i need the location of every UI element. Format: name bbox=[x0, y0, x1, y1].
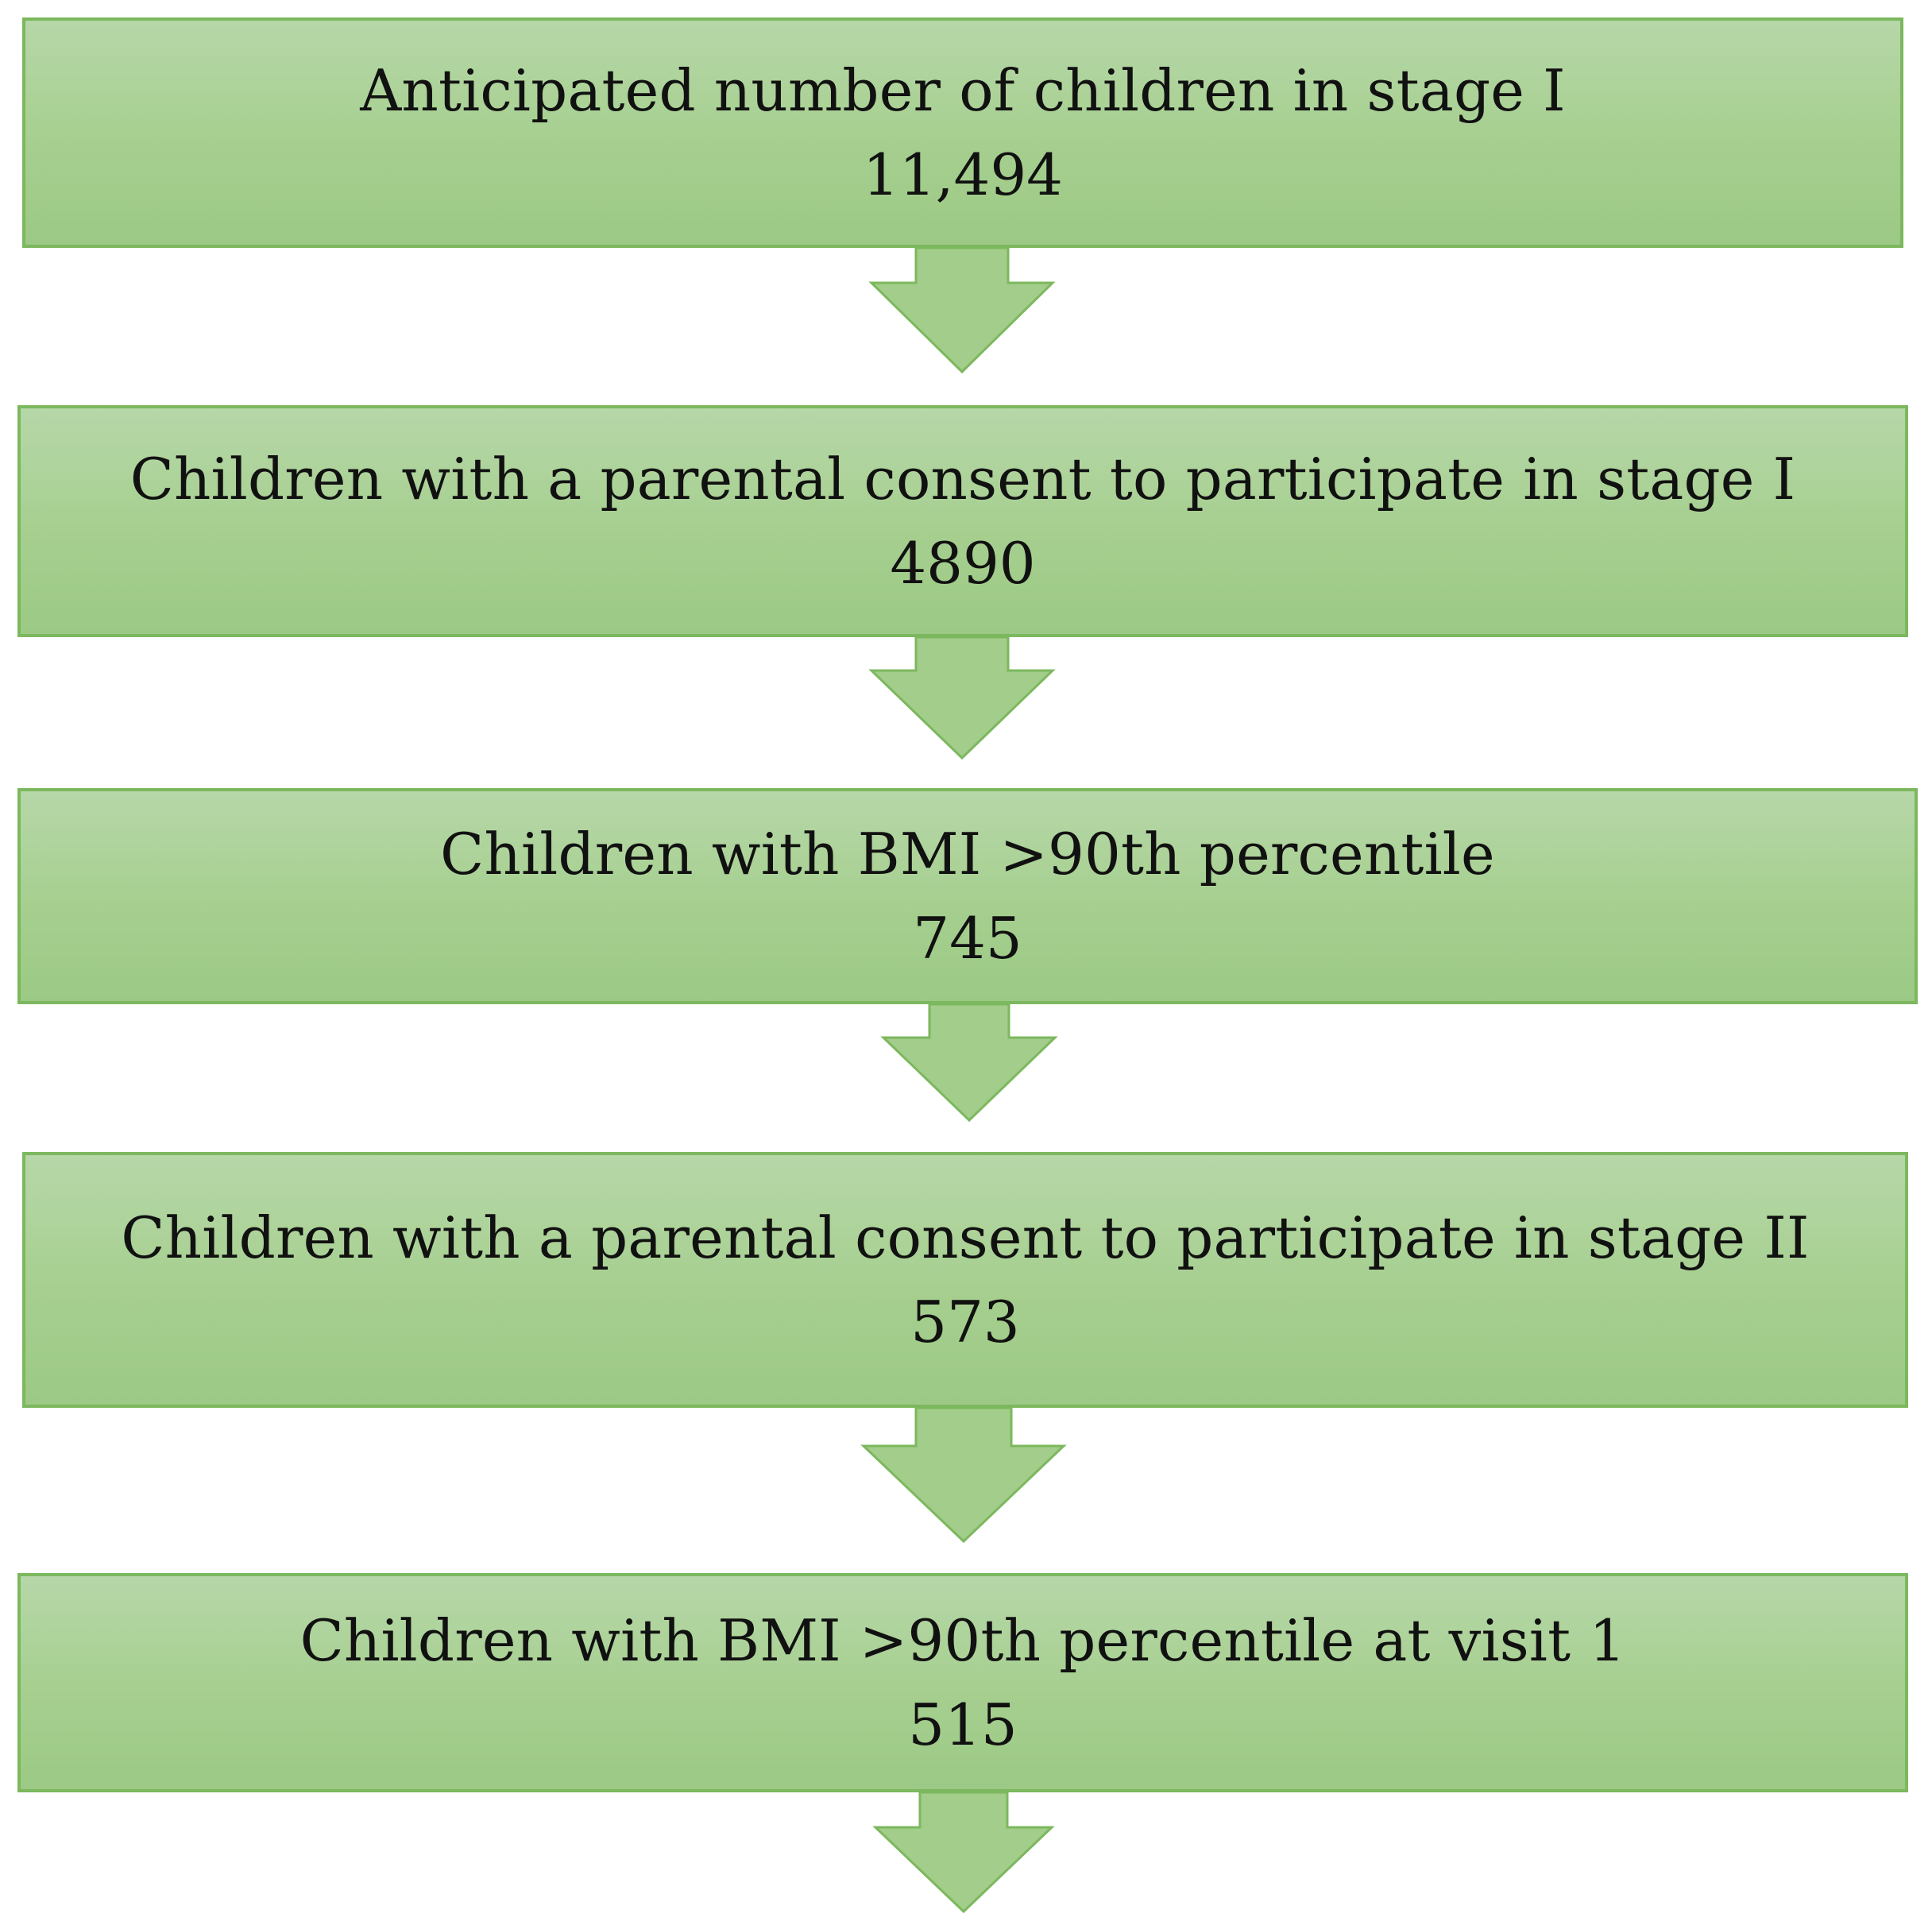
down-arrow-icon bbox=[874, 1792, 1053, 1913]
flow-step-consent-stage-1 bbox=[17, 405, 1908, 637]
step-count: 11,494 bbox=[863, 141, 1063, 208]
step-label: Children with a parental consent to participate in stage II bbox=[121, 1204, 1810, 1271]
step-count: 4890 bbox=[890, 530, 1036, 597]
down-arrow-icon bbox=[882, 1004, 1057, 1122]
down-arrow-icon bbox=[870, 248, 1054, 373]
step-label: Children with a parental consent to participate in stage I bbox=[129, 446, 1796, 512]
flow-step-anticipated-children bbox=[22, 17, 1903, 248]
down-arrow-icon bbox=[870, 637, 1054, 760]
down-arrow-icon bbox=[862, 1408, 1065, 1543]
flow-step-consent-stage-2 bbox=[22, 1152, 1908, 1408]
step-count: 745 bbox=[913, 905, 1022, 972]
step-label: Children with BMI >90th percentile at visit 1 bbox=[299, 1607, 1626, 1674]
flow-step-bmi-90th-visit-1 bbox=[17, 1573, 1908, 1792]
flow-step-bmi-90th bbox=[17, 788, 1918, 1004]
step-count: 573 bbox=[910, 1289, 1020, 1355]
step-count: 515 bbox=[908, 1691, 1018, 1758]
step-label: Children with BMI >90th percentile bbox=[440, 821, 1495, 887]
step-label: Anticipated number of children in stage I bbox=[360, 57, 1566, 124]
